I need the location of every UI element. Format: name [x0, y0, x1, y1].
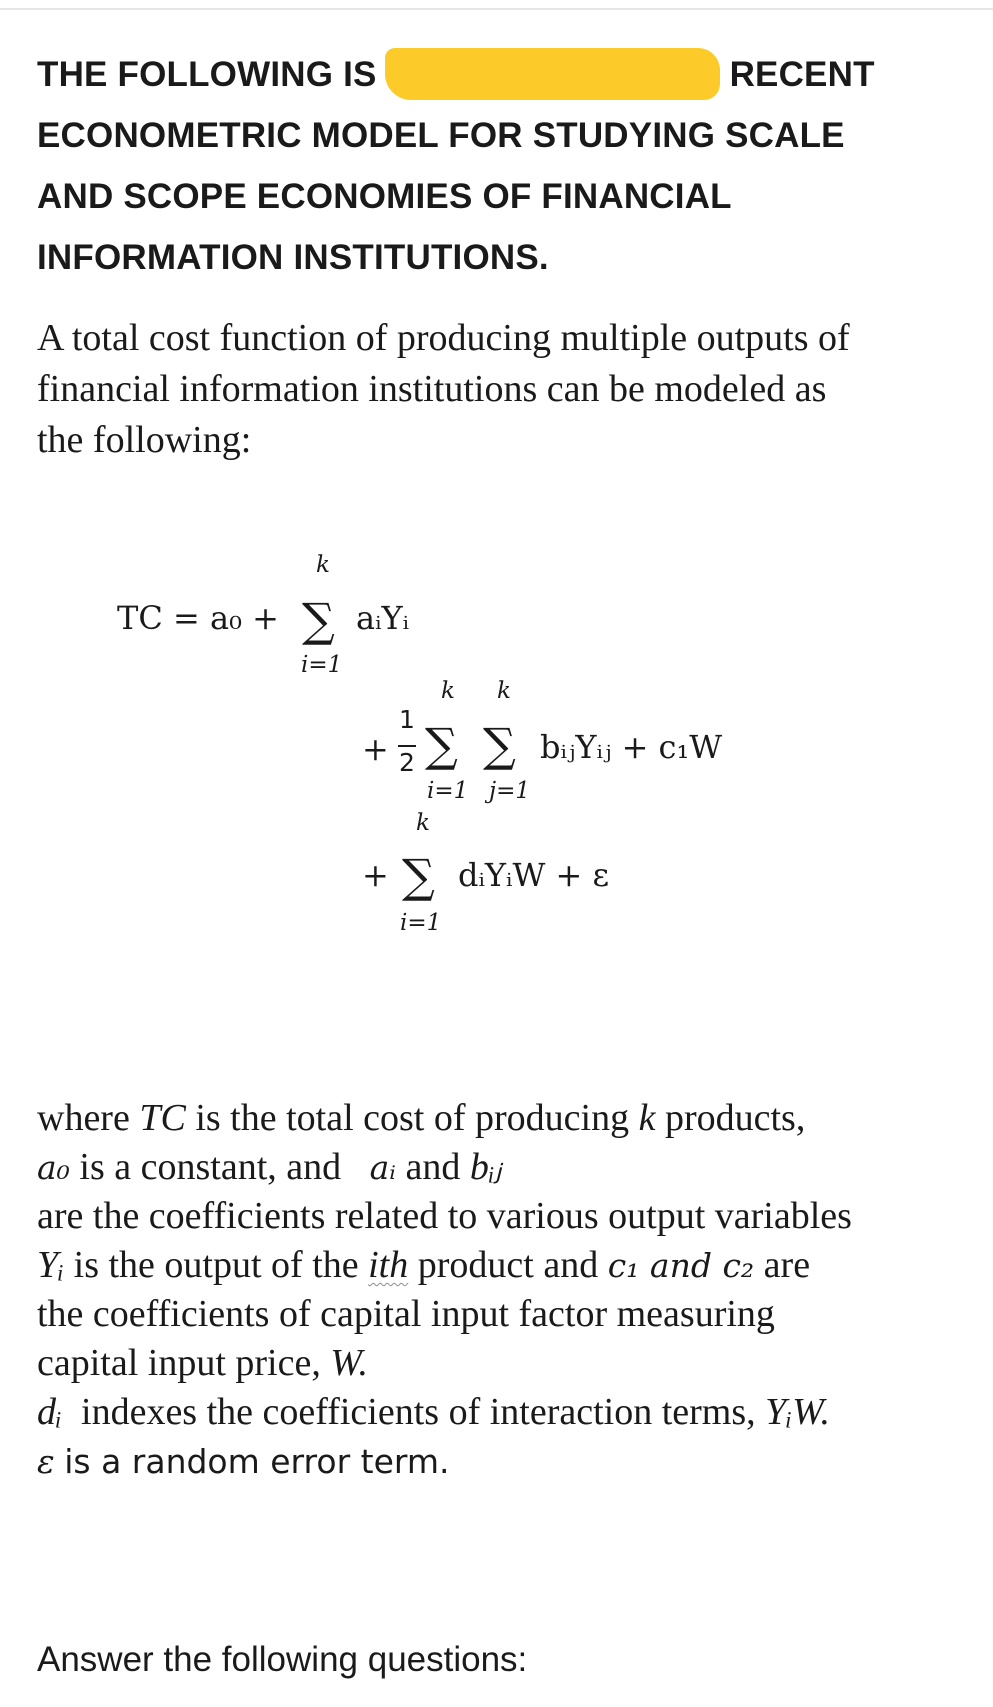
- answer-prompt: Answer the following questions:: [37, 1640, 528, 1679]
- equation-lhs: TC = a₀ +: [117, 599, 279, 637]
- def-line-8: ε is a random error term.: [37, 1442, 450, 1481]
- intro-paragraph: [37, 313, 967, 466]
- sum-3-lower-limit: j=1: [489, 778, 531, 804]
- intro-line-3: the following:: [37, 419, 252, 461]
- def-line-5: the coefficients of capital input factor measuring: [37, 1293, 775, 1335]
- heading-line-3: AND SCOPE ECONOMIES OF FINANCIAL: [37, 177, 732, 216]
- heading-line-2: ECONOMETRIC MODEL FOR STUDYING SCALE: [37, 116, 845, 155]
- heading-line-1: [37, 44, 937, 105]
- sum-1-lower-limit: i=1: [301, 652, 343, 678]
- spellcheck-underline: ith: [368, 1244, 409, 1286]
- document-heading: [37, 44, 937, 288]
- sum-2-sigma: ∑: [425, 718, 458, 772]
- def-line-4: Yᵢ is the output of the ith product and c₁ and c₂ are: [37, 1244, 811, 1286]
- sum-1-sigma: ∑: [302, 593, 335, 647]
- def-line-3: are the coefficients related to various output variables: [37, 1195, 852, 1237]
- heading-line-1-end: RECENT: [729, 55, 875, 94]
- intro-line-2: financial information institutions can be modeled as: [37, 368, 827, 410]
- def-line-1: where TC is the total cost of producing k products,: [37, 1097, 806, 1139]
- sum-1-upper-limit: k: [316, 552, 330, 578]
- sum-3-sigma: ∑: [483, 718, 516, 772]
- equation-plus-2: +: [362, 730, 389, 768]
- def-line-7: dᵢ indexes the coefficients of interaction terms, YᵢW.: [37, 1391, 830, 1433]
- redaction-highlight: [385, 48, 720, 100]
- sum-2-lower-limit: i=1: [427, 778, 469, 804]
- fraction-numerator: 1: [399, 705, 415, 734]
- definitions-paragraph: [37, 1094, 977, 1486]
- sum-4-sigma: ∑: [402, 849, 435, 903]
- fraction-denominator: 2: [399, 748, 415, 777]
- intro-line-1: A total cost function of producing multiple outputs of: [37, 317, 850, 359]
- def-line-2: a₀ is a constant, and aᵢ and bᵢⱼ: [37, 1146, 502, 1188]
- heading-line-4: INFORMATION INSTITUTIONS.: [37, 238, 549, 277]
- sum-3-upper-limit: k: [497, 678, 511, 704]
- equation-plus-3: +: [362, 856, 389, 894]
- heading-line-1-start: THE FOLLOWING IS: [37, 55, 377, 94]
- fraction-bar: [398, 745, 416, 747]
- equation-term-1: aᵢYᵢ: [356, 599, 410, 637]
- equation-term-3: dᵢYᵢW + ε: [458, 856, 610, 894]
- sum-2-upper-limit: k: [441, 678, 455, 704]
- top-divider: [0, 8, 993, 10]
- sum-4-lower-limit: i=1: [400, 910, 442, 936]
- def-line-6: capital input price, W.: [37, 1342, 369, 1384]
- equation-term-2: bᵢⱼYᵢⱼ + c₁W: [540, 728, 723, 766]
- sum-4-upper-limit: k: [416, 810, 430, 836]
